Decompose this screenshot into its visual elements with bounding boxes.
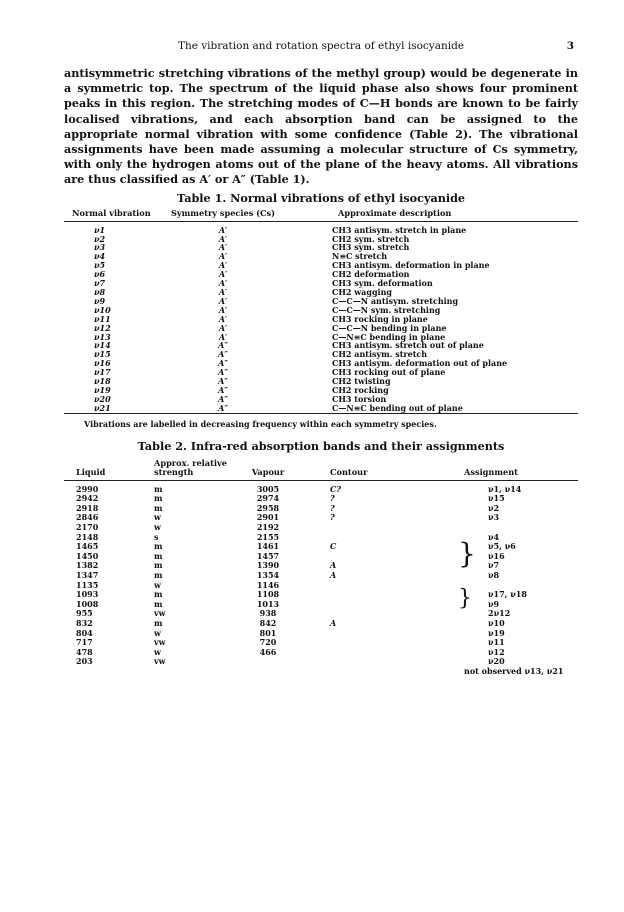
symmetry-species: A″ xyxy=(218,376,228,387)
table1-row xyxy=(64,324,578,333)
description: C—N≡C bending out of plane xyxy=(332,402,463,413)
liquid-frequency: 2170 xyxy=(76,522,99,533)
vibration-label: ν14 xyxy=(94,340,111,351)
description: CH2 twisting xyxy=(332,376,391,387)
vibration-label: ν18 xyxy=(94,376,111,387)
liquid-frequency: 2990 xyxy=(76,483,99,494)
assignment-value: not observed ν13, ν21 xyxy=(464,665,564,676)
assignment-value: ν20 xyxy=(488,656,505,667)
band-contour xyxy=(308,629,404,639)
vibration-label: ν9 xyxy=(94,295,106,306)
band-contour: A xyxy=(330,570,337,580)
symmetry-species: A″ xyxy=(218,349,228,360)
band-contour xyxy=(308,600,404,610)
table2-header: Assignment xyxy=(464,466,518,477)
band-contour xyxy=(308,552,404,562)
band-contour: C xyxy=(330,541,337,552)
assignment-value: ν2 xyxy=(488,502,500,513)
liquid-frequency: 717 xyxy=(76,637,93,648)
liquid-frequency: 478 xyxy=(76,646,93,657)
vibration-label: ν20 xyxy=(94,393,111,404)
vapour-frequency: 1457 xyxy=(256,550,280,561)
table2-row xyxy=(64,504,578,514)
description: CH2 sym. stretch xyxy=(332,233,410,244)
assignment-value: ν16 xyxy=(488,550,505,561)
liquid-frequency: 804 xyxy=(76,627,93,638)
relative-strength: w xyxy=(154,522,161,533)
symmetry-species: A″ xyxy=(218,402,228,413)
assignment-value: ν15 xyxy=(488,493,505,504)
table2-row xyxy=(64,571,578,581)
assignment-value: ν1, ν14 xyxy=(488,483,522,494)
vapour-frequency: 1354 xyxy=(256,570,280,580)
liquid-frequency: 1093 xyxy=(76,589,99,600)
symmetry-species: A′ xyxy=(218,269,228,280)
table1-row xyxy=(64,261,578,270)
band-contour: A xyxy=(330,617,337,628)
symmetry-species: A′ xyxy=(218,233,228,244)
relative-strength xyxy=(138,667,228,677)
description: C—C—N sym. stretching xyxy=(332,304,441,315)
vibration-label: ν13 xyxy=(94,331,111,342)
assignment xyxy=(404,513,578,523)
vapour-frequency: 466 xyxy=(259,646,277,657)
body-paragraph: antisymmetric stretching vibrations of the methyl group) would be degenerate in a symmetric top. The spectrum of the liquid phase also shows four prominent peaks in this region. The stretching modes of C—H bonds are known to be fairly localised vibrations, and each absorption band can be assigned to the appropriate normal vibration with some confidence (Table 2). The vibrational assignments have been made assuming a molecular structure of Cs symmetry, with only the hydrogen atoms out of the plane of the heavy atoms. All vibrations are thus classified as A′ or A″ (Table 1). xyxy=(64,66,578,187)
liquid-frequency: 2942 xyxy=(76,493,99,504)
symmetry-species: A″ xyxy=(218,384,228,395)
liquid-frequency: 1347 xyxy=(76,570,99,580)
relative-strength: w xyxy=(154,646,161,657)
table1 xyxy=(64,209,578,414)
vapour-frequency: 1108 xyxy=(256,589,280,600)
vapour-frequency: 3005 xyxy=(256,483,280,494)
band-contour xyxy=(308,657,404,667)
vibration-label: ν21 xyxy=(94,402,111,413)
symmetry-species: A′ xyxy=(218,242,228,253)
description: CH3 antisym. stretch out of plane xyxy=(332,340,484,351)
vapour-frequency: 938 xyxy=(259,608,277,619)
table2-row xyxy=(64,561,578,571)
assignment-value: ν5, ν6 xyxy=(488,541,516,552)
vibration-label: ν19 xyxy=(94,384,111,395)
assignment-value: ν7 xyxy=(488,560,500,571)
relative-strength: m xyxy=(154,560,163,571)
running-title: The vibration and rotation spectra of ethyl isocyanide xyxy=(177,40,465,52)
table1-row xyxy=(64,377,578,386)
table1-row xyxy=(64,395,578,404)
description: C—C—N bending in plane xyxy=(332,322,447,333)
vibration-label: ν12 xyxy=(94,322,111,333)
description: CH2 rocking xyxy=(332,384,389,395)
description: CH3 sym. deformation xyxy=(332,278,433,289)
relative-strength: w xyxy=(154,512,161,523)
table1-row xyxy=(64,333,578,342)
relative-strength: m xyxy=(154,570,163,580)
liquid-frequency: 203 xyxy=(76,656,93,667)
table1-row xyxy=(64,341,578,350)
band-contour xyxy=(308,581,404,591)
table2-row xyxy=(64,480,578,494)
assignment-value: 2ν12 xyxy=(488,608,511,619)
vibration-label: ν8 xyxy=(94,286,106,297)
band-contour xyxy=(308,523,404,533)
vibration-label: ν3 xyxy=(94,242,106,253)
vapour-frequency: 1146 xyxy=(256,579,280,590)
band-contour xyxy=(308,638,404,648)
vapour-frequency: 2901 xyxy=(256,512,280,523)
relative-strength: m xyxy=(154,483,163,494)
liquid-frequency: 1465 xyxy=(76,541,99,552)
assignment-value: ν4 xyxy=(488,531,500,542)
symmetry-species: A′ xyxy=(218,224,228,235)
assignment-value: ν17, ν18 xyxy=(488,589,527,600)
band-contour: A xyxy=(330,560,337,571)
vibration-label: ν5 xyxy=(94,260,106,271)
description: CH3 antisym. stretch in plane xyxy=(332,224,467,235)
table1-row xyxy=(64,368,578,377)
symmetry-species: A″ xyxy=(218,358,228,369)
vapour-frequency xyxy=(228,667,308,677)
description: CH3 antisym. deformation in plane xyxy=(332,260,490,271)
paper-page xyxy=(64,40,578,677)
assignment xyxy=(404,667,578,677)
table2-caption: Table 2. Infra-red absorption bands and their assignments xyxy=(137,438,505,453)
vapour-frequency: 842 xyxy=(259,617,277,628)
band-contour: C? xyxy=(330,483,342,494)
relative-strength: m xyxy=(154,617,163,628)
liquid-frequency: 1135 xyxy=(76,579,99,590)
vapour-frequency: 2155 xyxy=(256,531,280,542)
assignment-value: ν19 xyxy=(488,627,505,638)
table1-row xyxy=(64,359,578,368)
vibration-label: ν1 xyxy=(94,224,106,235)
description: CH2 wagging xyxy=(332,286,392,297)
symmetry-species: A″ xyxy=(218,393,228,404)
assignment-value: ν10 xyxy=(488,617,505,628)
table2-header: Vapour xyxy=(251,466,285,477)
liquid-frequency: 955 xyxy=(76,608,93,619)
relative-strength: m xyxy=(154,550,163,561)
symmetry-species: A′ xyxy=(218,278,228,289)
symmetry-species: A′ xyxy=(218,295,228,306)
table1-row xyxy=(64,243,578,252)
table1-row xyxy=(64,386,578,395)
table1-header: Normal vibration xyxy=(72,207,151,218)
symmetry-species: A′ xyxy=(218,331,228,342)
vapour-frequency: 1461 xyxy=(256,541,280,552)
symmetry-species: A″ xyxy=(218,367,228,378)
vibration-label: ν15 xyxy=(94,349,111,360)
description: N≡C stretch xyxy=(332,251,388,262)
table2 xyxy=(64,459,578,677)
relative-strength: m xyxy=(154,598,163,609)
description: CH3 rocking out of plane xyxy=(332,367,446,378)
description: CH2 deformation xyxy=(332,269,410,280)
vibration-label: ν4 xyxy=(94,251,106,262)
table2-row xyxy=(64,494,578,504)
relative-strength: m xyxy=(154,589,163,600)
vibration-label: ν6 xyxy=(94,269,106,280)
page-number: 3 xyxy=(566,40,574,52)
band-contour: ? xyxy=(330,502,335,513)
vibration-label: ν17 xyxy=(94,367,111,378)
liquid-frequency: 1450 xyxy=(76,550,99,561)
table1-header: Approximate description xyxy=(338,207,452,218)
band-contour xyxy=(308,648,404,658)
description: C—C—N antisym. stretching xyxy=(332,295,459,306)
vapour-frequency: 2192 xyxy=(256,522,280,533)
table1-row xyxy=(64,252,578,261)
table2-row xyxy=(64,667,578,677)
relative-strength: vw xyxy=(154,608,166,619)
relative-strength: m xyxy=(154,502,163,513)
vibration-label: ν11 xyxy=(94,313,111,324)
table1-row xyxy=(64,306,578,315)
description: CH3 antisym. deformation out of plane xyxy=(332,358,508,369)
table1-row xyxy=(64,297,578,306)
assignment-value: ν12 xyxy=(488,646,505,657)
description: CH3 torsion xyxy=(332,393,387,404)
assignment-value: ν11 xyxy=(488,637,505,648)
table1-row xyxy=(64,235,578,244)
band-contour xyxy=(308,533,404,543)
table1-row xyxy=(64,221,578,234)
symmetry-species: A′ xyxy=(218,251,228,262)
grouping-brace: } xyxy=(458,586,472,612)
liquid-frequency: 2918 xyxy=(76,502,99,513)
table1-caption: Table 1. Normal vibrations of ethyl isocyanide xyxy=(176,190,466,205)
vibration-label: ν16 xyxy=(94,358,111,369)
running-header xyxy=(64,40,578,56)
vapour-frequency: 801 xyxy=(259,627,277,638)
liquid-frequency xyxy=(64,667,138,677)
band-contour: ? xyxy=(330,512,335,523)
vapour-frequency: 2958 xyxy=(256,502,280,513)
table2-row xyxy=(64,513,578,523)
vapour-frequency: 2974 xyxy=(256,493,280,504)
table2-header: Approx. relative strength xyxy=(154,457,227,477)
band-contour xyxy=(308,590,404,600)
relative-strength: m xyxy=(154,493,163,504)
vibration-label: ν7 xyxy=(94,278,106,289)
table1-header: Symmetry species (Cs) xyxy=(170,207,276,218)
vapour-frequency: 1390 xyxy=(256,560,280,571)
vibration-label: ν10 xyxy=(94,304,111,315)
assignment-value: ν8 xyxy=(488,570,500,580)
assignment xyxy=(404,571,578,581)
liquid-frequency: 2846 xyxy=(76,512,99,523)
table2-row xyxy=(64,552,578,562)
table1-note: Vibrations are labelled in decreasing frequency within each symmetry species. xyxy=(84,418,437,429)
symmetry-species: A′ xyxy=(218,313,228,324)
vibration-label: ν2 xyxy=(94,233,106,244)
symmetry-species: A″ xyxy=(218,340,228,351)
liquid-frequency: 832 xyxy=(76,617,93,628)
band-contour xyxy=(308,609,404,619)
table2-row xyxy=(64,590,578,600)
table1-row xyxy=(64,270,578,279)
symmetry-species: A′ xyxy=(218,304,228,315)
table2-row xyxy=(64,523,578,533)
table2-header: Contour xyxy=(330,466,368,477)
description: C—N≡C bending in plane xyxy=(332,331,446,342)
liquid-frequency: 1008 xyxy=(76,598,99,609)
description: CH2 antisym. stretch xyxy=(332,349,428,360)
relative-strength: s xyxy=(154,531,159,542)
grouping-brace: } xyxy=(458,537,476,571)
symmetry-species: A′ xyxy=(218,260,228,271)
relative-strength: vw xyxy=(154,656,166,667)
relative-strength: w xyxy=(154,627,161,638)
relative-strength: w xyxy=(154,579,161,590)
relative-strength: m xyxy=(154,541,163,552)
assignment-value: ν3 xyxy=(488,512,500,523)
table1-row xyxy=(64,279,578,288)
table1-row xyxy=(64,404,578,413)
liquid-frequency: 1382 xyxy=(76,560,99,571)
relative-strength: vw xyxy=(154,637,166,648)
table1-row xyxy=(64,315,578,324)
description: CH3 sym. stretch xyxy=(332,242,410,253)
vapour-frequency xyxy=(228,657,308,667)
band-contour xyxy=(308,667,404,677)
symmetry-species: A′ xyxy=(218,322,228,333)
assignment xyxy=(404,480,578,494)
vapour-frequency: 720 xyxy=(259,637,277,648)
description: CH3 rocking in plane xyxy=(332,313,428,324)
table1-row xyxy=(64,288,578,297)
band-contour: ? xyxy=(330,493,335,504)
symmetry-species: A′ xyxy=(218,286,228,297)
vapour-frequency: 1013 xyxy=(256,598,280,609)
assignment-value: ν9 xyxy=(488,598,500,609)
table2-header: Liquid xyxy=(76,466,106,477)
liquid-frequency: 2148 xyxy=(76,531,99,542)
